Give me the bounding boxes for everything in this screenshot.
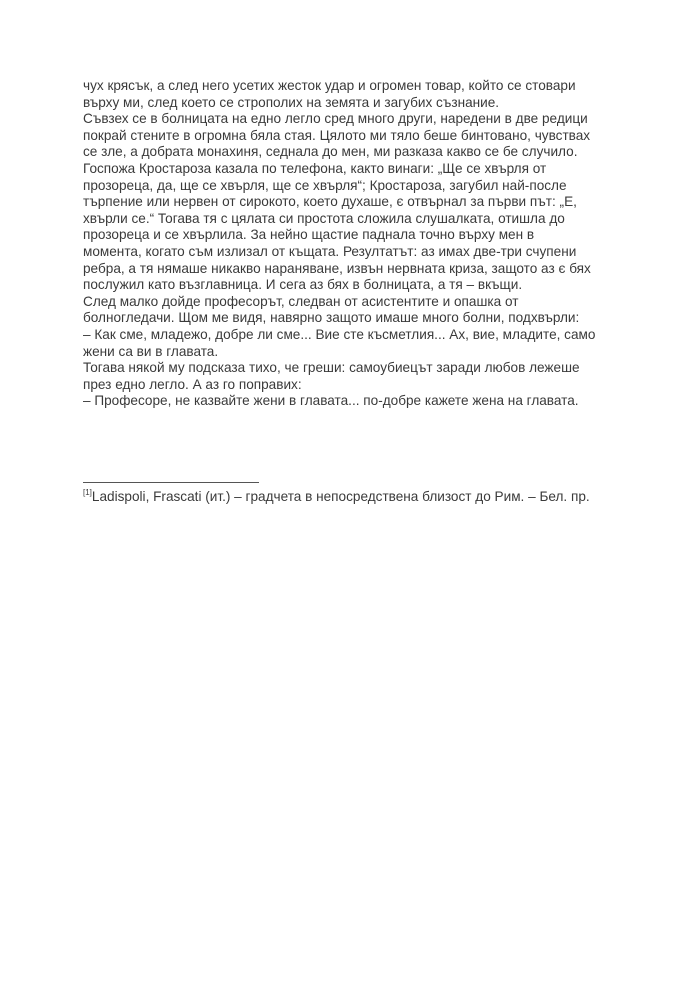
text-line: момента, когато съм излизал от къщата. Резултатът: аз имах две-три счупени — [83, 243, 577, 259]
text-line: ребра, а тя нямаше никакво нараняване, извън нервната криза, защото аз є бях — [83, 260, 591, 276]
footnote — [83, 485, 590, 506]
text-line: След малко дойде професорът, следван от асистентите и опашка от — [83, 293, 519, 309]
text-line: жени са ви в главата. — [83, 343, 219, 359]
text-line: чух крясък, а след него усетих жесток удар и огромен товар, който се стовари — [83, 78, 576, 93]
text-line: послужил като възглавница. И сега аз бях в болницата, а тя – вкъщи. — [83, 277, 523, 293]
text-line: – Професоре, не казвайте жени в главата... по-добре кажете жена на главата. — [83, 393, 579, 409]
text-line: болногледачи. Щом ме видя, навярно защото имаше много болни, подхвърли: — [83, 310, 580, 326]
footnote-marker[interactable]: [1] — [83, 488, 92, 497]
text-line: Тогава някой му подсказа тихо, че греши: самоубиецът заради любов лежеше — [83, 360, 580, 376]
text-line: – Как сме, младежо, добре ли сме... Вие сте късметлия... Ах, вие, младите, само — [83, 326, 596, 342]
text-line: прозореца, да, ще се хвърля, ще се хвърля“; Кростароза, загубил най-после — [83, 177, 567, 193]
text-line: хвърли се.“ Тогава тя с цялата си простота сложила слушалката, отишла до — [83, 210, 565, 226]
text-line: Госпожа Кростароза казала по телефона, както винаги: „Ще се хвърля от — [83, 160, 547, 176]
body-text — [83, 78, 623, 410]
footnote-text: Ladispoli, Frascati (ит.) – градчета в непосредствена близост до Рим. – Бел. пр. — [91, 489, 590, 504]
text-line: през едно легло. А аз го поправих: — [83, 376, 302, 392]
footnote-separator — [83, 482, 259, 483]
text-line: покрай стените в огромна бяла стая. Цялото ми тяло беше бинтовано, чувствах — [83, 127, 591, 143]
text-line: се зле, а добрата монахиня, седнала до мен, ми разказа какво се бе случило. — [83, 144, 578, 160]
text-line: търпение или нервен от сирокото, което духаше, є отвърнал за първи път: „Е, — [83, 194, 577, 210]
text-line: Съвзех се в болницата на едно легло сред много други, наредени в две редици — [83, 111, 588, 127]
text-line: върху ми, след което се строполих на земята и загубих съзнание. — [83, 94, 500, 110]
text-line: прозореца и се хвърлила. За нейно щастие паднала точно върху мен в — [83, 227, 535, 243]
